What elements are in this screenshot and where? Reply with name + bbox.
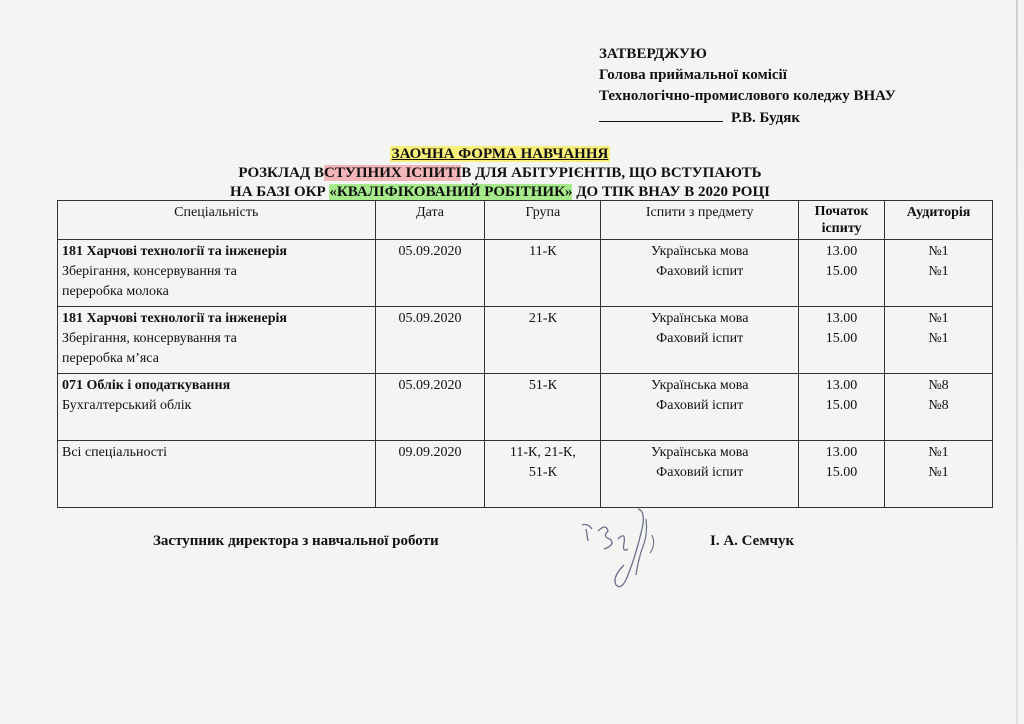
exam-1: Українська мова <box>650 445 749 460</box>
header-start <box>799 201 885 240</box>
room-2: №8 <box>928 398 949 413</box>
specialty-program: Всі спеціальності <box>62 445 168 460</box>
exam-1: Українська мова <box>650 244 749 259</box>
cell-specialty <box>58 374 376 441</box>
time-2: 15.00 <box>825 331 858 346</box>
room-1: №1 <box>928 445 949 460</box>
qualification-highlight: «КВАЛІФІКОВАНИЙ РОБІТНИК» <box>329 184 573 200</box>
cell-date: 05.09.2020 <box>375 240 485 307</box>
specialty-program-cont: переробка м’яса <box>62 351 159 366</box>
exam-2: Фаховий іспит <box>656 331 744 346</box>
time-1: 13.00 <box>825 311 858 326</box>
signature-blank <box>599 107 723 122</box>
cell-start <box>799 374 885 441</box>
cell-group <box>485 374 601 441</box>
cell-date: 05.09.2020 <box>375 374 485 441</box>
form-title-text: ЗАОЧНА ФОРМА НАВЧАННЯ <box>391 146 609 162</box>
header-start-line1: Початок <box>814 204 869 219</box>
handwritten-signature <box>576 505 666 597</box>
cell-specialty <box>58 240 376 307</box>
approval-signer: Р.В. Будяк <box>731 110 800 126</box>
qualification-title-post: ДО ТПК ВНАУ В 2020 РОЦІ <box>572 184 770 200</box>
specialty-title: 071 Облік і оподаткування <box>62 378 231 393</box>
header-date: Дата <box>375 201 485 240</box>
cell-exams <box>601 307 799 374</box>
schedule-title-pre: РОЗКЛАД В <box>238 165 325 181</box>
cell-start <box>799 307 885 374</box>
group-line2: 51-К <box>528 465 557 480</box>
exam-1: Українська мова <box>650 378 749 393</box>
time-2: 15.00 <box>825 398 858 413</box>
cell-start <box>799 240 885 307</box>
approval-signature-line <box>599 107 896 129</box>
header-specialty: Спеціальність <box>58 201 376 240</box>
header-exams: Іспити з предмету <box>601 201 799 240</box>
approval-institution: Технологічно-промислового коледжу ВНАУ <box>599 88 896 104</box>
signatory-name: І. А. Семчук <box>710 533 795 549</box>
approval-heading: ЗАТВЕРДЖУЮ <box>599 46 707 62</box>
room-1: №1 <box>928 244 949 259</box>
table-row <box>58 374 993 441</box>
table-row <box>58 307 993 374</box>
qualification-title-pre: НА БАЗІ ОКР <box>230 184 330 200</box>
cell-group <box>485 240 601 307</box>
time-2: 15.00 <box>825 264 858 279</box>
cell-room <box>885 441 993 508</box>
cell-room <box>885 374 993 441</box>
header-room: Аудиторія <box>885 201 993 240</box>
room-1: №1 <box>928 311 949 326</box>
room-2: №1 <box>928 465 949 480</box>
table-header-row <box>58 201 993 240</box>
exam-schedule-table <box>57 200 993 508</box>
cell-group <box>485 307 601 374</box>
exam-2: Фаховий іспит <box>656 264 744 279</box>
time-1: 13.00 <box>825 244 858 259</box>
cell-room <box>885 307 993 374</box>
document-titles <box>0 145 1000 202</box>
cell-start <box>799 441 885 508</box>
time-1: 13.00 <box>825 378 858 393</box>
cell-date: 09.09.2020 <box>375 441 485 508</box>
exam-2: Фаховий іспит <box>656 398 744 413</box>
specialty-program: Зберігання, консервування та <box>62 264 237 279</box>
room-1: №8 <box>928 378 949 393</box>
table-row <box>58 441 993 508</box>
group-line1: 11-К, 21-К, <box>509 445 576 460</box>
specialty-title: 181 Харчові технології та інженерія <box>62 311 287 326</box>
exam-2: Фаховий іспит <box>656 465 744 480</box>
group-line1: 51-К <box>528 378 557 393</box>
group-line1: 21-К <box>528 311 557 326</box>
schedule-title <box>0 164 1000 183</box>
form-title <box>0 145 1000 164</box>
specialty-program: Бухгалтерський облік <box>62 398 192 413</box>
specialty-program: Зберігання, консервування та <box>62 331 237 346</box>
cell-specialty <box>58 441 376 508</box>
approval-position: Голова приймальної комісії <box>599 67 787 83</box>
table-row <box>58 240 993 307</box>
cell-room <box>885 240 993 307</box>
exam-1: Українська мова <box>650 311 749 326</box>
page-edge <box>1016 0 1018 724</box>
cell-date: 05.09.2020 <box>375 307 485 374</box>
room-2: №1 <box>928 331 949 346</box>
specialty-program-cont: переробка молока <box>62 284 169 299</box>
cell-exams <box>601 374 799 441</box>
cell-group <box>485 441 601 508</box>
time-2: 15.00 <box>825 465 858 480</box>
header-group: Група <box>485 201 601 240</box>
cell-exams <box>601 441 799 508</box>
time-1: 13.00 <box>825 445 858 460</box>
signatory-position: Заступник директора з навчальної роботи <box>153 533 439 549</box>
cell-specialty <box>58 307 376 374</box>
room-2: №1 <box>928 264 949 279</box>
approval-block <box>599 44 896 129</box>
cell-exams <box>601 240 799 307</box>
header-start-line2: іспиту <box>821 221 862 236</box>
group-line1: 11-К <box>529 244 557 259</box>
schedule-title-highlight: СТУПНИХ ІСПИТІ <box>324 165 462 181</box>
schedule-title-post: В ДЛЯ АБІТУРІЄНТІВ, ЩО ВСТУПАЮТЬ <box>461 165 762 181</box>
specialty-title: 181 Харчові технології та інженерія <box>62 244 287 259</box>
